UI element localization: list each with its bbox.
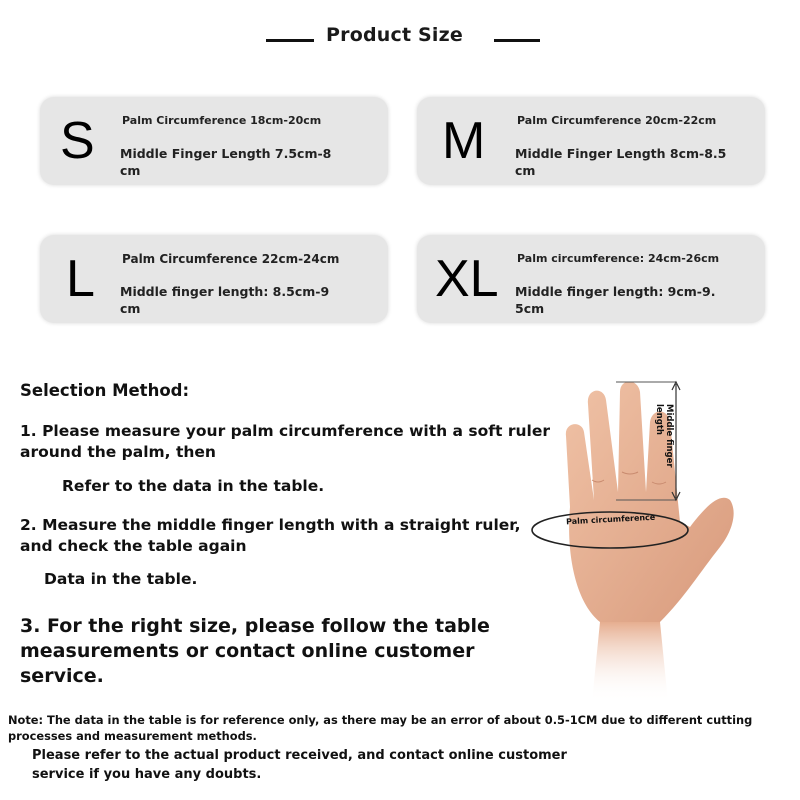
title-bar [0,24,800,52]
size-card-s [40,97,388,185]
step-1-sub: Refer to the data in the table. [62,477,325,495]
finger-length-text: Middle Finger Length 7.5cm-8 cm [120,146,332,178]
palm-circumference-label: Palm circumference [565,512,656,527]
selection-heading: Selection Method: [20,381,190,400]
size-card-xl [417,235,765,323]
step-2-sub: Data in the table. [44,570,198,588]
step-3: 3. For the right size, please follow the table measurements or contact online customer service. [20,615,490,687]
size-letter: M [442,112,486,170]
step-2: 2. Measure the middle finger length with a straight ruler, and check the table again [20,516,521,555]
step-1: 1. Please measure your palm circumference with a soft ruler around the palm, then [20,422,550,461]
wrist-shape [592,622,668,702]
note-contact: Please refer to the actual product received, and contact online customer service if you have any doubts. [32,748,567,782]
palm-circumference-text: Palm Circumference 20cm-22cm [517,114,717,127]
size-card-l [40,235,388,323]
size-card-m [417,97,765,185]
hand-shape [566,382,734,623]
finger-length-text: Middle finger length: 8.5cm-9 cm [120,284,330,316]
size-letter: S [60,112,95,170]
title-rule-right [494,39,540,42]
finger-length-text: Middle finger length: 9cm-9. 5cm [515,284,716,316]
size-letter: L [66,250,95,308]
palm-circumference-text: Palm circumference: 24cm-26cm [517,252,720,265]
note-disclaimer: Note: The data in the table is for reference only, as there may be an error of about 0.5-1CM due to different cutting processes and measurement methods. [8,713,753,743]
finger-length-label-line-2: length [654,404,664,435]
finger-length-label [654,404,674,468]
page-title: Product Size [326,24,463,46]
palm-circumference-text: Palm Circumference 22cm-24cm [122,252,340,266]
hand-diagram [520,372,760,702]
title-rule-left [266,39,314,42]
palm-circumference-text: Palm Circumference 18cm-20cm [122,114,322,127]
size-letter: XL [435,250,499,308]
hand-illustration [520,372,760,702]
finger-length-label-line-1: Middle finger [664,404,674,468]
finger-length-text: Middle Finger Length 8cm-8.5 cm [515,146,727,178]
